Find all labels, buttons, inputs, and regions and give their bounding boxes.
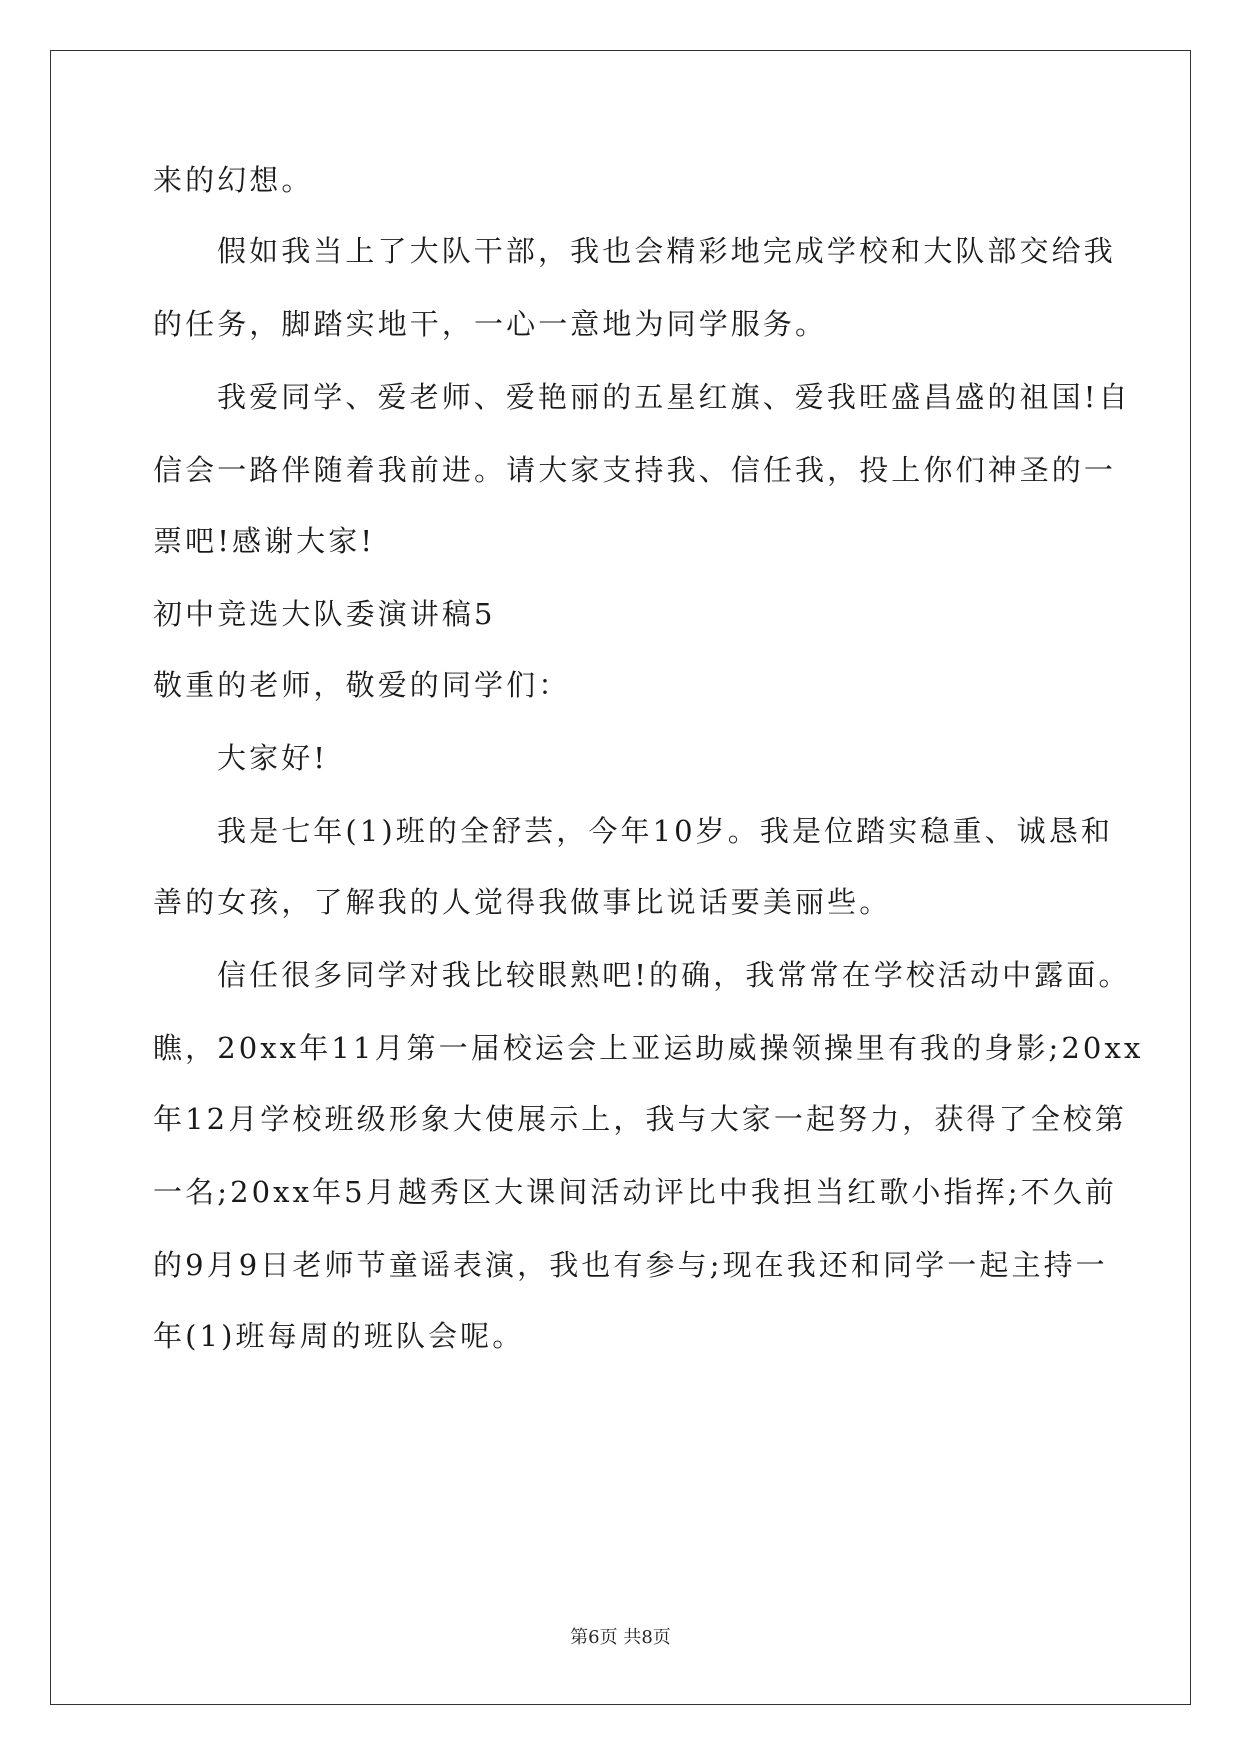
section-heading: 初中竞选大队委演讲稿5 — [153, 597, 496, 631]
text-line: 年12月学校班级形象大使展示上，我与大家一起努力，获得了全校第 — [153, 1102, 1128, 1136]
text-line: 一名;20xx年5月越秀区大课间活动评比中我担当红歌小指挥;不久前 — [153, 1175, 1117, 1209]
text-line: 票吧!感谢大家! — [153, 524, 376, 558]
salutation: 敬重的老师，敬爱的同学们： — [153, 668, 571, 702]
text-line: 的任务，脚踏实地干，一心一意地为同学服务。 — [153, 307, 828, 341]
text-line: 来的幻想。 — [153, 163, 314, 197]
text-line: 善的女孩，了解我的人觉得我做事比说话要美丽些。 — [153, 885, 892, 919]
text-line: 年(1)班每周的班队会呢。 — [153, 1319, 525, 1353]
greeting: 大家好! — [217, 741, 329, 775]
text-line: 信会一路伴随着我前进。请大家支持我、信任我，投上你们神圣的一 — [153, 453, 1117, 487]
text-line: 瞧，20xx年11月第一届校运会上亚运助威操领操里有我的身影;20xx — [153, 1031, 1144, 1065]
page-number-footer: 第6页 共8页 — [570, 1627, 671, 1648]
text-line: 我爱同学、爱老师、爱艳丽的五星红旗、爱我旺盛昌盛的祖国!自 — [217, 380, 1131, 414]
page-frame — [50, 50, 1191, 1705]
text-line: 我是七年(1)班的全舒芸，今年10岁。我是位踏实稳重、诚恳和 — [217, 814, 1113, 848]
text-line: 的9月9日老师节童谣表演，我也有参与;现在我还和同学一起主持一 — [153, 1248, 1108, 1282]
text-line: 假如我当上了大队干部，我也会精彩地完成学校和大队部交给我 — [217, 234, 1116, 268]
text-line: 信任很多同学对我比较眼熟吧!的确，我常常在学校活动中露面。 — [217, 958, 1131, 992]
